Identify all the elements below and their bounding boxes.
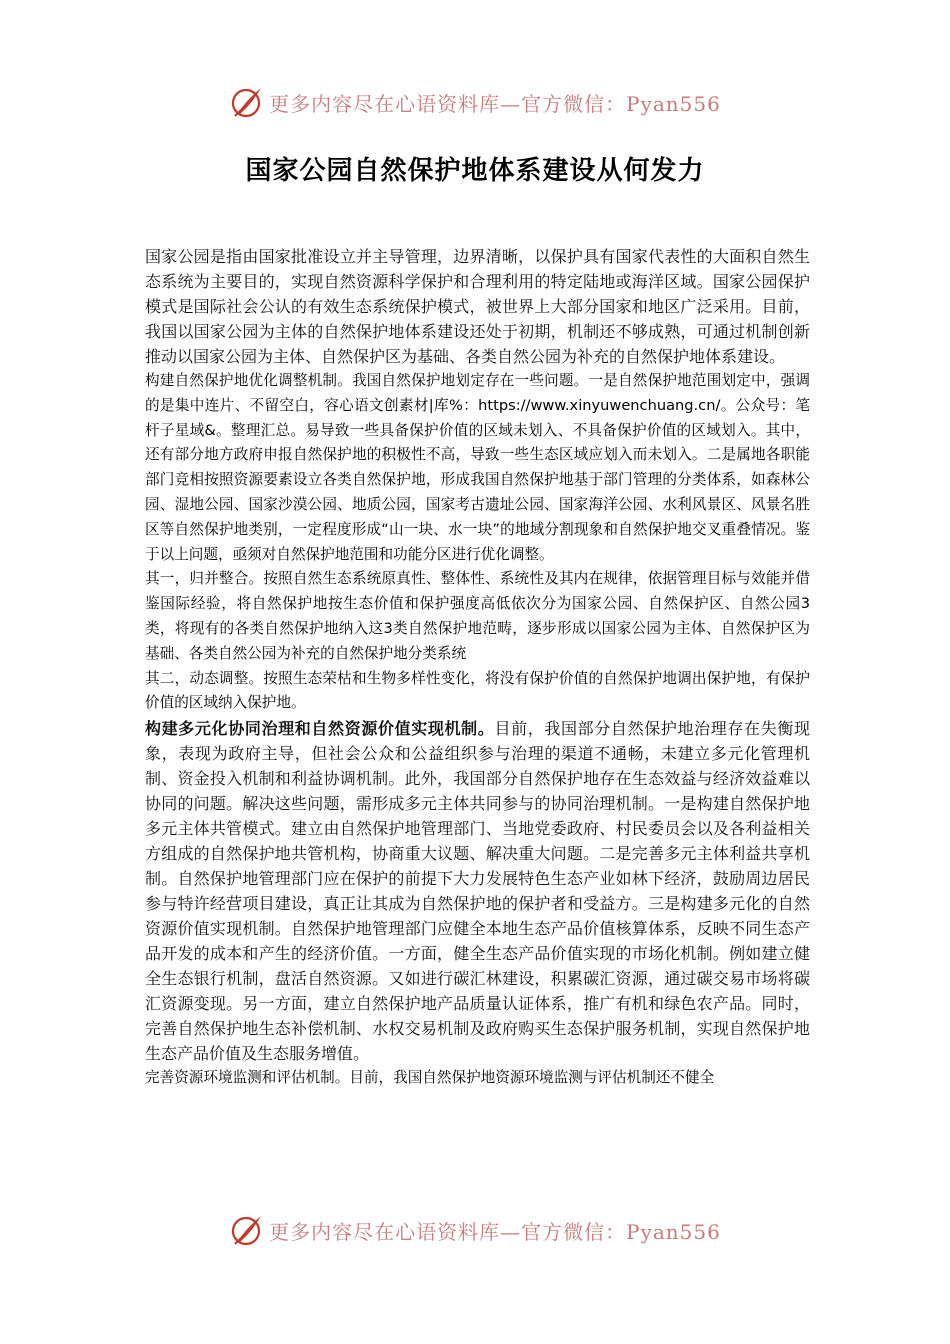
quill-logo-icon — [229, 1212, 265, 1248]
paragraph-dynamic-adjustment: 其二，动态调整。按照生态荣枯和生物多样性变化，将没有保护价值的自然保护地调出保护地，有保护价值的区域纳入保护地。 — [145, 669, 810, 712]
watermark-text: 更多内容尽在心语资料库—官方微信：Pyan556 — [269, 1219, 721, 1244]
watermark-banner-bottom — [0, 1210, 950, 1250]
quill-logo-icon — [229, 84, 265, 120]
paragraph-heading: 构建多元化协同治理和自然资源价值实现机制。 — [145, 719, 495, 739]
watermark-banner-top — [0, 82, 950, 122]
paragraph-text: 。公众号：笔杆子星域&。整理汇总。易导致一些具备保护价值的区域未划入、不具备保护价值的区域划入。其中，还有部分地方政府申报自然保护地的积极性不高，导致一些生态区域应划入而未划入。二是属地各职能部门竞相按照资源要素设立各类自然保护地，形成我国自然保护地基于部门管理的分类体系，如森林公园、湿地公园、国家沙漠公园、地质公园，国家考古遗址公园、国家海洋公园、水利风景区、风景名胜区等自然保护地类别，一定程度形成“山一块、水一块”的地域分割现象和自然保护地交叉重叠情况。鉴于以上问题，亟须对自然保护地范围和功能分区进行优化调整。 — [145, 396, 810, 563]
document-body — [145, 244, 810, 1091]
source-url: https://www.xinyuwenchuang.cn/ — [478, 396, 721, 414]
paragraph-text: 目前，我国部分自然保护地治理存在失衡现象，表现为政府主导，但社会公众和公益组织参与治理的渠道不通畅，未建立多元化管理机制、资金投入机制和利益协调机制。此外，我国部分自然保护地存在生态效益与经济效益难以协同的问题。解决这些问题，需形成多元主体共同参与的协同治理机制。一是构建自然保护地多元主体共管模式。建立由自然保护地管理部门、当地党委政府、村民委员会以及各利益相关方组成的自然保护地共管机构，协商重大议题、解决重大问题。二是完善多元主体利益共享机制。自然保护地管理部门应在保护的前提下大力发展特色生态产业如林下经济，鼓励周边居民参与特许经营项目建设，真正让其成为自然保护地的保护者和受益方。三是构建多元化的自然资源价值实现机制。自然保护地管理部门应健全本地生态产品价值核算体系，反映不同生态产品开发的成本和产生的经济价值。一方面，健全生态产品价值实现的市场化机制。例如建立健全生态银行机制，盘活自然资源。又如进行碳汇林建设，积累碳汇资源，通过碳交易市场将碳汇资源变现。另一方面，建立自然保护地产品质量认证体系，推广有机和绿色农产品。同时，完善自然保护地生态补偿机制、水权交易机制及政府购买生态保护服务机制，实现自然保护地生态产品价值及生态服务增值。 — [145, 719, 810, 1064]
page-title: 国家公园自然保护地体系建设从何发力 — [245, 156, 705, 186]
paragraph-consolidation: 其一，归并整合。按照自然生态系统原真性、整体性、系统性及其内在规律，依据管理目标与效能并借鉴国际经验，将自然保护地按生态价值和保护强度高低依次分为国家公园、自然保护区、自然公园3类，将现有的各类自然保护地纳入这3类自然保护地范畴，逐步形成以国家公园为主体、自然保护区为基础、各类自然公园为补充的自然保护地分类系统 — [145, 570, 810, 662]
paragraph-collaborative-governance — [145, 716, 810, 1066]
paragraph-text: 构建自然保护地优化调整机制。我国自然保护地划定存在一些问题。一是自然保护地范围划定中，强调的是集中连片、不留空白，容心语文创素材|库%： — [145, 372, 810, 414]
paragraph-monitoring-mechanism: 完善资源环境监测和评估机制。目前，我国自然保护地资源环境监测与评估机制还不健全 — [145, 1069, 715, 1087]
paragraph-optimization-mechanism — [145, 369, 810, 567]
paragraph-intro: 国家公园是指由国家批准设立并主导管理，边界清晰，以保护具有国家代表性的大面积自然生态系统为主要目的，实现自然资源科学保护和合理利用的特定陆地或海洋区域。国家公园保护模式是国际社会公认的有效生态系统保护模式，被世界上大部分国家和地区广泛采用。目前，我国以国家公园为主体的自然保护地体系建设还处于初期，机制还不够成熟，可通过机制创新推动以国家公园为主体、自然保护区为基础、各类自然公园为补充的自然保护地体系建设。 — [145, 247, 810, 366]
watermark-text: 更多内容尽在心语资料库—官方微信：Pyan556 — [269, 91, 721, 116]
